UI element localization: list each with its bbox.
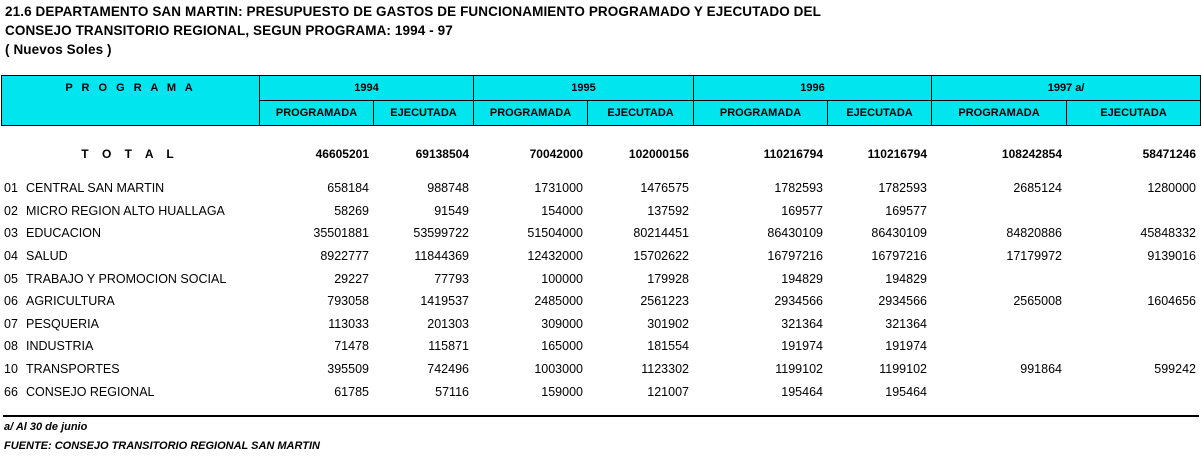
value-cell: 301902	[647, 316, 689, 331]
value-cell: 100000	[541, 271, 583, 286]
value-cell: 1476575	[640, 181, 689, 196]
value-cell: 84820886	[1006, 226, 1062, 241]
program-name: TRANSPORTES	[26, 362, 120, 377]
value-cell: 115871	[428, 339, 469, 354]
program-code: 03	[4, 226, 18, 241]
value-cell: 154000	[541, 203, 583, 218]
footnote: a/ Al 30 de junio	[4, 421, 88, 433]
program-name: AGRICULTURA	[26, 294, 115, 309]
value-cell: 321364	[885, 316, 927, 331]
value-cell: 991864	[1020, 362, 1062, 377]
subheader-programada: PROGRAMADA	[932, 101, 1067, 126]
program-name: PESQUERIA	[26, 316, 99, 331]
total-row	[1, 141, 1200, 167]
total-label: T O T A L	[81, 147, 179, 161]
total-value: 108242854	[1001, 147, 1062, 161]
table-row	[1, 177, 1200, 200]
total-value: 69138504	[415, 147, 469, 161]
value-cell	[931, 200, 1066, 223]
year-header-1994: 1994	[260, 76, 474, 101]
value-cell: 309000	[541, 316, 583, 331]
program-name-cell	[1, 267, 259, 290]
value-cell: 29227	[334, 271, 369, 286]
value-cell: 159000	[541, 384, 583, 399]
value-cell: 71478	[334, 339, 369, 354]
value-cell: 181554	[647, 339, 689, 354]
value-cell: 86430109	[767, 226, 823, 241]
total-value: 110216794	[763, 147, 823, 161]
table-row	[1, 200, 1200, 223]
value-cell: 1419537	[420, 294, 469, 309]
value-cell	[931, 380, 1066, 403]
table-row	[1, 335, 1200, 358]
value-cell: 1604656	[1147, 294, 1196, 309]
total-value: 110216794	[867, 147, 927, 161]
subheader-ejecutada: EJECUTADA	[1067, 101, 1201, 126]
table-row	[1, 245, 1200, 268]
total-value: 70042000	[529, 147, 583, 161]
value-cell: 395509	[327, 362, 369, 377]
value-cell: 2934566	[878, 294, 927, 309]
subheader-ejecutada: EJECUTADA	[374, 101, 474, 126]
value-cell	[1066, 313, 1200, 336]
subheader-programada: PROGRAMADA	[694, 101, 828, 126]
program-code: 10	[4, 362, 18, 377]
value-cell: 2565008	[1013, 294, 1062, 309]
total-value: 102000156	[628, 147, 689, 161]
table-row	[1, 380, 1200, 403]
value-cell: 201303	[427, 316, 469, 331]
subheader-programada: PROGRAMADA	[474, 101, 588, 126]
table-row	[1, 290, 1200, 313]
program-code: 05	[4, 271, 18, 286]
program-name: TRABAJO Y PROMOCION SOCIAL	[26, 271, 227, 286]
value-cell: 1123302	[641, 362, 689, 377]
year-header-1995: 1995	[474, 76, 694, 101]
program-code: 02	[4, 203, 18, 218]
program-code: 01	[4, 181, 18, 196]
value-cell: 9139016	[1147, 249, 1196, 264]
program-code: 08	[4, 339, 18, 354]
source-note: FUENTE: CONSEJO TRANSITORIO REGIONAL SAN MARTIN	[4, 440, 320, 452]
value-cell: 1782593	[878, 181, 927, 196]
value-cell	[1066, 200, 1200, 223]
value-cell: 51504000	[527, 226, 583, 241]
value-cell: 1731000	[534, 181, 583, 196]
value-cell: 15702622	[633, 249, 689, 264]
value-cell: 16797216	[767, 249, 823, 264]
value-cell: 195464	[781, 384, 823, 399]
value-cell: 742496	[427, 362, 469, 377]
value-cell: 599242	[1154, 362, 1196, 377]
year-header-1996: 1996	[694, 76, 932, 101]
value-cell: 658184	[327, 181, 369, 196]
value-cell: 137592	[647, 203, 689, 218]
program-name-cell	[1, 335, 259, 358]
program-name: CONSEJO REGIONAL	[26, 384, 155, 399]
value-cell: 194829	[885, 271, 927, 286]
total-value: 58471246	[1142, 147, 1196, 161]
value-cell: 61785	[334, 384, 369, 399]
value-cell: 16797216	[871, 249, 927, 264]
program-name-cell	[1, 358, 259, 381]
value-cell: 169577	[885, 203, 927, 218]
value-cell	[931, 313, 1066, 336]
value-cell: 179928	[647, 271, 689, 286]
value-cell: 57116	[435, 384, 469, 399]
value-cell: 1782593	[774, 181, 823, 196]
value-cell	[931, 335, 1066, 358]
program-rows	[1, 177, 1200, 403]
table-header	[1, 75, 1201, 126]
value-cell	[931, 267, 1066, 290]
column-header-programa: P R O G R A M A	[2, 76, 260, 126]
program-name-cell	[1, 313, 259, 336]
value-cell: 793058	[327, 294, 369, 309]
program-name-cell	[1, 200, 259, 223]
value-cell	[1066, 380, 1200, 403]
value-cell: 165000	[541, 339, 583, 354]
table-row	[1, 222, 1200, 245]
year-header-1997: 1997 a/	[932, 76, 1201, 101]
value-cell: 91549	[434, 203, 469, 218]
value-cell	[1066, 267, 1200, 290]
value-cell: 195464	[885, 384, 927, 399]
program-name: EDUCACION	[26, 226, 102, 241]
value-cell: 121007	[647, 384, 689, 399]
table-row	[1, 313, 1200, 336]
program-name: SALUD	[26, 249, 68, 264]
value-cell: 35501881	[313, 226, 369, 241]
value-cell: 11844369	[414, 249, 469, 264]
value-cell: 17179972	[1006, 249, 1062, 264]
program-code: 07	[4, 316, 18, 331]
value-cell: 321364	[781, 316, 823, 331]
subheader-programada: PROGRAMADA	[260, 101, 374, 126]
value-cell: 191974	[781, 339, 823, 354]
program-name: INDUSTRIA	[26, 339, 94, 354]
value-cell: 1199102	[879, 362, 927, 377]
value-cell: 2485000	[534, 294, 583, 309]
value-cell: 8922777	[320, 249, 369, 264]
total-value: 46605201	[315, 147, 369, 161]
value-cell: 1280000	[1147, 181, 1196, 196]
program-name-cell	[1, 177, 259, 200]
value-cell: 194829	[781, 271, 823, 286]
program-name-cell	[1, 380, 259, 403]
program-code: 06	[4, 294, 18, 309]
value-cell: 191974	[885, 339, 927, 354]
program-code: 66	[4, 384, 18, 399]
value-cell: 58269	[334, 203, 369, 218]
value-cell: 2561223	[640, 294, 689, 309]
program-name: MICRO REGION ALTO HUALLAGA	[26, 203, 225, 218]
bottom-rule	[3, 415, 1199, 417]
title-units: ( Nuevos Soles )	[5, 42, 112, 57]
value-cell: 53599722	[413, 226, 469, 241]
report-title	[5, 2, 821, 59]
table-row	[1, 358, 1200, 381]
value-cell: 988748	[427, 181, 469, 196]
program-name-cell	[1, 245, 259, 268]
title-line-2: CONSEJO TRANSITORIO REGIONAL, SEGUN PROGRAMA: 1994 - 97	[5, 23, 453, 38]
value-cell	[1066, 335, 1200, 358]
program-name: CENTRAL SAN MARTIN	[26, 181, 165, 196]
value-cell: 2934566	[774, 294, 823, 309]
program-name-cell	[1, 222, 259, 245]
data-table	[1, 141, 1200, 403]
value-cell: 77793	[434, 271, 469, 286]
value-cell: 2685124	[1013, 181, 1062, 196]
program-code: 04	[4, 249, 18, 264]
program-name-cell	[1, 290, 259, 313]
subheader-ejecutada: EJECUTADA	[588, 101, 694, 126]
value-cell: 1199102	[775, 362, 823, 377]
title-line-1: 21.6 DEPARTAMENTO SAN MARTIN: PRESUPUESTO DE GASTOS DE FUNCIONAMIENTO PROGRAMADO Y EJECUTADO DEL	[5, 4, 821, 19]
value-cell: 86430109	[871, 226, 927, 241]
value-cell: 113033	[328, 316, 369, 331]
table-row	[1, 267, 1200, 290]
value-cell: 80214451	[633, 226, 689, 241]
subheader-ejecutada: EJECUTADA	[828, 101, 932, 126]
value-cell: 1003000	[534, 362, 583, 377]
value-cell: 169577	[781, 203, 823, 218]
value-cell: 12432000	[527, 249, 583, 264]
value-cell: 45848332	[1140, 226, 1196, 241]
